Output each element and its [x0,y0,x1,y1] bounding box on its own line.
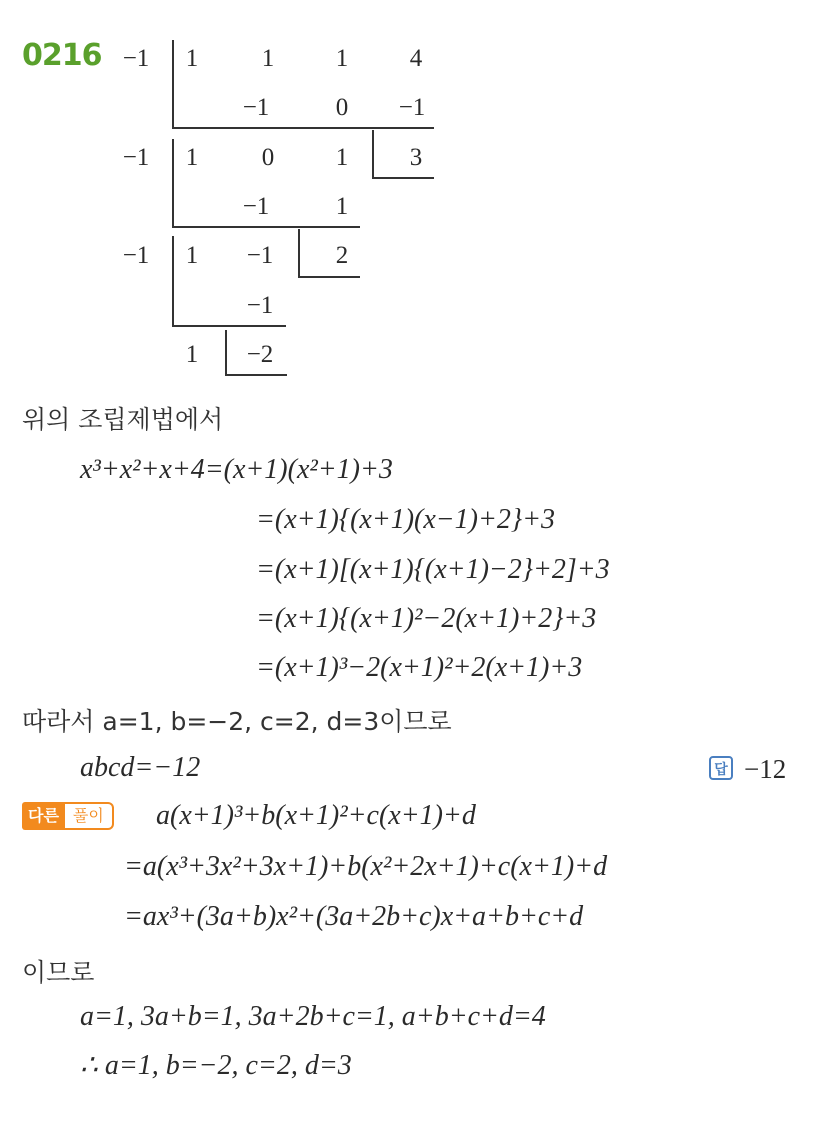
tag-secondary: 풀이 [65,802,114,830]
answer-badge: 답 [709,756,733,780]
division-rule [172,127,434,129]
remainder: 2 [335,242,349,269]
product: −1 [242,94,270,121]
remainder-box [298,276,360,278]
alt-line-1: a(x+1)³+b(x+1)²+c(x+1)+d [156,800,476,831]
divisor-3: −1 [122,242,150,269]
division-rule [172,226,360,228]
equation-line-2: =(x+1){(x+1)(x−1)+2}+3 [256,504,555,535]
divisor-1: −1 [122,45,150,72]
remainder-box [372,130,374,178]
coefficient: 1 [185,144,199,171]
product: −1 [398,94,426,121]
remainder-box [225,330,227,376]
product: −1 [246,292,274,319]
remainder: −2 [246,341,274,368]
problem-number: 0216 [22,38,102,73]
remainder: 3 [409,144,423,171]
coefficient: 1 [185,242,199,269]
coefficient: 1 [335,45,349,72]
equation-line-4: =(x+1){(x+1)²−2(x+1)+2}+3 [256,603,597,634]
coefficient: 1 [185,45,199,72]
answer-value: −12 [744,754,787,784]
division-bar [172,139,174,227]
division-rule [172,325,286,327]
remainder-box [298,229,300,277]
alt-conclusion: ∴ a=1, b=−2, c=2, d=3 [80,1050,352,1081]
coefficient: 0 [261,144,275,171]
division-bar [172,236,174,326]
divisor-2: −1 [122,144,150,171]
remainder-box [372,177,434,179]
product: 0 [335,94,349,121]
product: 1 [335,193,349,220]
tag-primary: 다른 [22,802,65,830]
equation-line-3: =(x+1)[(x+1){(x+1)−2}+2]+3 [256,554,610,585]
alt-line-2: =a(x³+3x²+3x+1)+b(x²+2x+1)+c(x+1)+d [124,851,608,882]
solution-intro: 위의 조립제법에서 [22,405,224,434]
alt-intro: 이므로 [22,958,95,987]
equation-line-1: x³+x²+x+4=(x+1)(x²+1)+3 [80,454,393,485]
quotient-coefficient: 1 [185,341,199,368]
division-bar [172,40,174,128]
equation-line-5: =(x+1)³−2(x+1)²+2(x+1)+3 [256,652,583,683]
coefficient: −1 [246,242,274,269]
alt-system: a=1, 3a+b=1, 3a+2b+c=1, a+b+c+d=4 [80,1001,546,1032]
alt-line-3: =ax³+(3a+b)x²+(3a+2b+c)x+a+b+c+d [124,901,584,932]
coefficient: 1 [335,144,349,171]
coefficient: 4 [409,45,423,72]
result-line: abcd=−12 [80,752,201,783]
remainder-box [225,374,287,376]
product: −1 [242,193,270,220]
alternative-solution-tag [22,802,114,830]
therefore-line: 따라서 a=1, b=−2, c=2, d=3이므로 [22,707,452,736]
coefficient: 1 [261,45,275,72]
